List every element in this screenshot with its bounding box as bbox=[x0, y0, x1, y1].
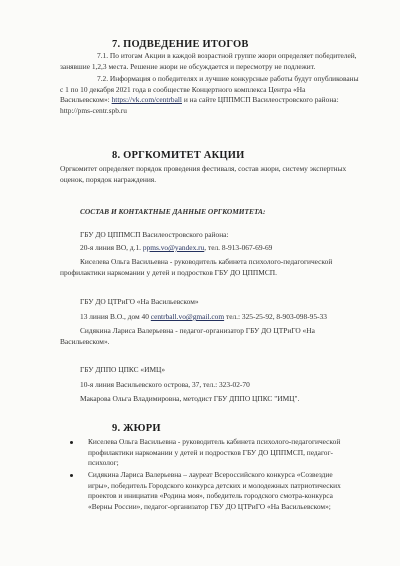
bullet-icon bbox=[70, 474, 73, 477]
org-2-name: ГБУ ДО ЦТРиГО «На Васильевском» bbox=[80, 297, 199, 306]
vk-community-link[interactable]: https://vk.com/centrball bbox=[111, 95, 182, 105]
section-8-heading: 8. ОРГКОМИТЕТ АКЦИИ bbox=[112, 150, 245, 161]
section-8-intro: Оргкомитет определяет порядок проведения фестиваля, состав жюри, систему экспертных оценок, порядок награждения. bbox=[60, 164, 347, 184]
org-1-name: ГБУ ДО ЦППМСП Василеостровского района: bbox=[80, 230, 229, 239]
bullet-icon bbox=[70, 441, 73, 444]
section-9-heading: 9. ЖЮРИ bbox=[112, 423, 161, 434]
section-7-heading: 7. ПОДВЕДЕНИЕ ИТОГОВ bbox=[112, 39, 249, 50]
org-3-name: ГБУ ДППО ЦПКС «ИМЦ» bbox=[80, 365, 166, 374]
jury-member-1: Киселева Ольга Васильевна - руководитель кабинета психолого-педагогической профилактики наркомании у детей и подростков ГБУ ДО ЦППМСП, педагог- психолог; bbox=[88, 437, 341, 468]
section-7-paragraph-1: 7.1. По итогам Акции в каждой возрастной группе жюри определяет победителей, bbox=[97, 51, 357, 60]
organizing-committee-subheading: СОСТАВ И КОНТАКТНЫЕ ДАННЫЕ ОРГКОМИТЕТА: bbox=[80, 207, 266, 216]
org-3-person: Макарова Ольга Владимировна, методист ГБУ ДППО ЦПКС "ИМЦ". bbox=[80, 394, 300, 403]
org-2-person: Сидякина Лариса Валерьевна - педагог-организатор ГБУ ДО ЦТРиГО «На bbox=[80, 326, 315, 335]
org-3-address: 10-я линия Васильевского острова, 37, тел.: 323-02-70 bbox=[80, 380, 250, 389]
jury-member-2: Сидякина Лариса Валерьевна – лауреат Всероссийского конкурса «Созвездие игры», победитель Городского конкурса детских и молодежных патриотических проектов и инициатив «Родина моя», победитель городского смотра-конкурса «Верны России», педагог-организатор ГБУ ДО ЦТРиГО «На Васильевском»; bbox=[88, 470, 341, 511]
org-2-email-link[interactable]: centrball.vo@gmail.com bbox=[150, 312, 225, 321]
centre-site-url: http://pms-centr.spb.ru bbox=[60, 105, 127, 115]
org-1-person: Киселева Ольга Васильевна - руководитель кабинета психолого-педагогической bbox=[80, 257, 333, 266]
org-2-contacts: 13 линия В.О., дом 40 centrball.vo@gmail.com тел.: 325-25-92, 8-903-098-95-33 bbox=[80, 312, 327, 321]
org-1-email-link[interactable]: ppms.vo@yandex.ru bbox=[142, 243, 205, 252]
section-7-paragraph-2: 7.2. Информация о победителях и лучшие конкурсные работы будут опубликованы bbox=[97, 74, 359, 83]
org-1-contacts: 20-я линия ВО, д.1. ppms.vo@yandex.ru, тел. 8-913-067-69-69 bbox=[80, 243, 273, 252]
document-page: 7. ПОДВЕДЕНИЕ ИТОГОВ 7.1. По итогам Акции в каждой возрастной группе жюри определяет победителей, занявшие 1,2,3 места. Решение жюри не обсуждается и пересмотру не подлежит. 7.2. Информация о победителях и лучшие конкурсные работы будут опубликованы с 1 по 10 декабря 2021 года в сообществе Концертного комплекса Центра «На Васильевском»: https://vk.com/centrball и на сайте ЦППМСП Василеостровского района: http://pms-centr.spb.ru 8. ОРГКОМИТЕТ АКЦИИ Оргкомитет определяет порядок проведения фестиваля, состав жюри, систему экспертных оценок, порядок награждения. СОСТАВ И КОНТАКТНЫЕ ДАННЫЕ ОРГКОМИТЕТА: ГБУ ДО ЦППМСП Василеостровского района: 20-я линия ВО, д.1. ppms.vo@yandex.ru, тел. 8-913-067-69-69 Киселева Ольга Васильевна - руководитель кабинета психолого-педагогической профилактики наркомании у детей и подростков ГБУ ДО ЦППМСП. ГБУ ДО ЦТРиГО «На Васильевском» 13 линия В.О., дом 40 centrball.vo@gmail.com тел.: 325-25-92, 8-903-098-95-33 Сидякина Лариса Валерьевна - педагог-организатор ГБУ ДО ЦТРиГО «На Васильевском». ГБУ ДППО ЦПКС «ИМЦ» 10-я линия Васильевского острова, 37, тел.: 323-02-70 Макарова Ольга Владимировна, методист ГБУ ДППО ЦПКС "ИМЦ". 9. ЖЮРИ Киселева Ольга Васильевна - руководитель кабинета психолого-педагогической профилактики наркомании у детей и подростков ГБУ ДО ЦППМСП, педагог- психолог; Сидякина Лариса Валерьевна – лауреат Всероссийского конкурса «Созвездие игры», победитель Городского конкурса детских и молодежных патриотических проектов и инициатив «Родина моя», победитель городского смотра-конкурса «Верны России», педагог-организатор ГБУ ДО ЦТРиГО «На Васильевском»; bbox=[60, 39, 359, 511]
